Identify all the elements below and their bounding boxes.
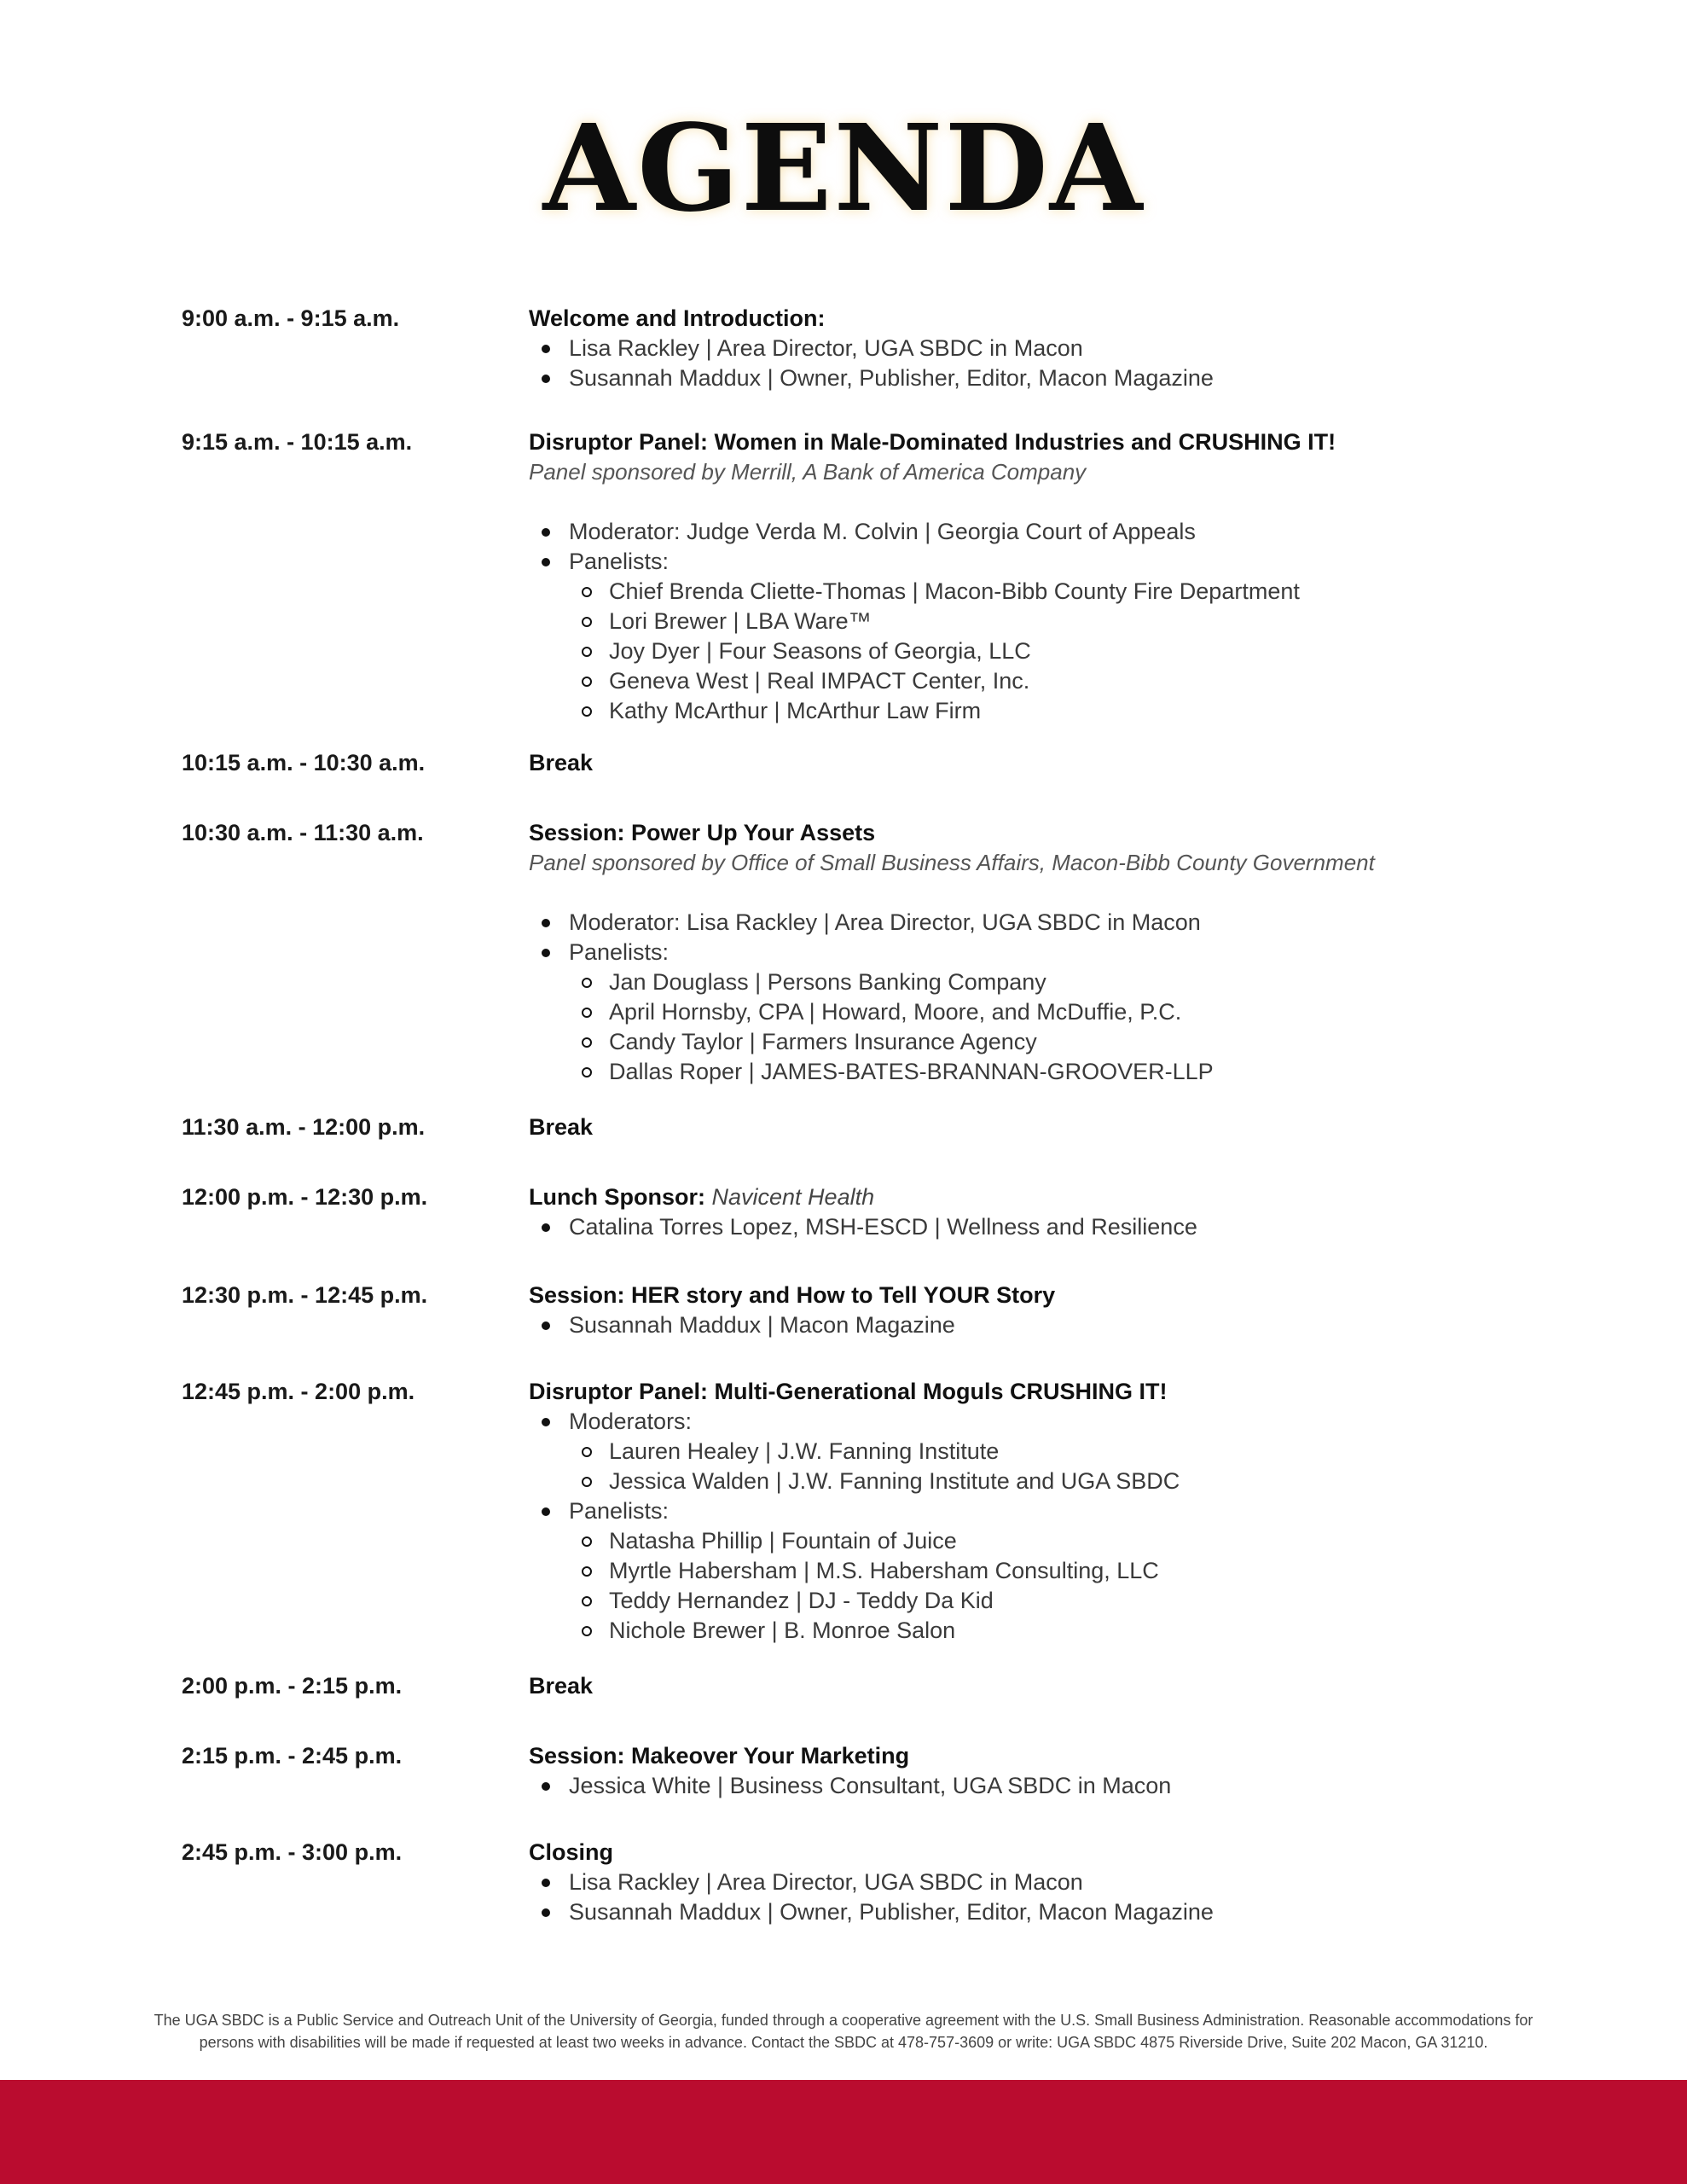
moderator-item: Moderator: Lisa Rackley | Area Director, UGA SBDC in Macon xyxy=(529,908,1595,938)
agenda-session-closing xyxy=(0,1838,1687,1927)
panelist-item: Lori Brewer | LBA Ware™ xyxy=(569,607,1595,636)
session-heading: Disruptor Panel: Women in Male-Dominated Industries and CRUSHING IT! xyxy=(529,429,1336,455)
session-heading: Closing xyxy=(529,1839,613,1865)
agenda-session-makeover-marketing xyxy=(0,1741,1687,1801)
footer-disclaimer xyxy=(85,2009,1602,2053)
panelist-item: Chief Brenda Cliette-Thomas | Macon-Bibb County Fire Department xyxy=(569,577,1595,607)
page-title: AGENDA xyxy=(542,99,1145,239)
session-heading xyxy=(529,1182,1595,1212)
agenda-session-lunch xyxy=(0,1182,1687,1242)
agenda-session-break xyxy=(0,748,1687,778)
session-time: 2:00 p.m. - 2:15 p.m. xyxy=(182,1673,403,1699)
panelists-label: Panelists: xyxy=(569,549,670,574)
lunch-sponsor-name: Navicent Health xyxy=(711,1184,875,1210)
moderator-item: Moderator: Judge Verda M. Colvin | Georgia Court of Appeals xyxy=(529,517,1595,547)
agenda-session-power-up xyxy=(0,818,1687,1087)
panelist-item: Geneva West | Real IMPACT Center, Inc. xyxy=(569,666,1595,696)
panelist-item: Nichole Brewer | B. Monroe Salon xyxy=(569,1616,1595,1646)
session-heading: Break xyxy=(529,1114,594,1140)
panelist-item: Teddy Hernandez | DJ - Teddy Da Kid xyxy=(569,1586,1595,1616)
moderators-item xyxy=(529,1407,1595,1496)
session-heading: Break xyxy=(529,750,594,775)
session-heading: Session: HER story and How to Tell YOUR Story xyxy=(529,1282,1056,1308)
list-item: Lisa Rackley | Area Director, UGA SBDC in Macon xyxy=(529,1867,1595,1897)
session-heading-label: Lunch Sponsor: xyxy=(529,1184,705,1210)
list-item: Lisa Rackley | Area Director, UGA SBDC in Macon xyxy=(529,334,1595,363)
panelist-item: Myrtle Habersham | M.S. Habersham Consulting, LLC xyxy=(569,1556,1595,1586)
panelists-item xyxy=(529,938,1595,1087)
session-heading: Session: Power Up Your Assets xyxy=(529,820,876,845)
session-time: 11:30 a.m. - 12:00 p.m. xyxy=(182,1114,426,1140)
panelists-label: Panelists: xyxy=(569,939,670,965)
agenda-session-break xyxy=(0,1112,1687,1142)
list-item: Jessica White | Business Consultant, UGA SBDC in Macon xyxy=(529,1771,1595,1801)
list-item: Catalina Torres Lopez, MSH-ESCD | Wellness and Resilience xyxy=(529,1212,1595,1242)
list-item: Susannah Maddux | Owner, Publisher, Editor, Macon Magazine xyxy=(529,1897,1595,1927)
footer-line: persons with disabilities will be made if requested at least two weeks in advance. Contact the SBDC at 478-757-3609 or write: UGA SBDC 4875 Riverside Drive, Suite 202 Macon, GA 31210. xyxy=(199,2034,1488,2051)
list-item: Susannah Maddux | Macon Magazine xyxy=(529,1310,1595,1340)
panelist-item: Dallas Roper | JAMES-BATES-BRANNAN-GROOVER-LLP xyxy=(569,1057,1595,1087)
panelist-item: Joy Dyer | Four Seasons of Georgia, LLC xyxy=(569,636,1595,666)
footer-line: The UGA SBDC is a Public Service and Outreach Unit of the University of Georgia, funded through a cooperative agreement with the U.S. Small Business Administration. Reasonable accommodations for xyxy=(154,2012,1533,2029)
session-time: 10:15 a.m. - 10:30 a.m. xyxy=(182,750,426,775)
agenda-session-welcome xyxy=(0,304,1687,393)
sponsor-note: Panel sponsored by Merrill, A Bank of America Company xyxy=(529,459,1087,485)
session-time: 12:30 p.m. - 12:45 p.m. xyxy=(182,1282,428,1308)
session-heading: Disruptor Panel: Multi-Generational Moguls CRUSHING IT! xyxy=(529,1379,1168,1404)
list-item: Susannah Maddux | Owner, Publisher, Editor, Macon Magazine xyxy=(529,363,1595,393)
footer-color-bar xyxy=(0,2080,1687,2184)
agenda-session-break xyxy=(0,1671,1687,1701)
session-time: 9:00 a.m. - 9:15 a.m. xyxy=(182,305,400,331)
agenda-session-her-story xyxy=(0,1281,1687,1340)
session-time: 2:45 p.m. - 3:00 p.m. xyxy=(182,1839,403,1865)
panelist-item: Natasha Phillip | Fountain of Juice xyxy=(569,1526,1595,1556)
moderator-item: Lauren Healey | J.W. Fanning Institute xyxy=(569,1437,1595,1467)
agenda-list xyxy=(0,304,1687,1927)
moderator-item: Jessica Walden | J.W. Fanning Institute and UGA SBDC xyxy=(569,1467,1595,1496)
panelist-item: April Hornsby, CPA | Howard, Moore, and McDuffie, P.C. xyxy=(569,997,1595,1027)
session-time: 12:45 p.m. - 2:00 p.m. xyxy=(182,1379,415,1404)
session-time: 10:30 a.m. - 11:30 a.m. xyxy=(182,820,424,845)
panelist-item: Kathy McArthur | McArthur Law Firm xyxy=(569,696,1595,726)
session-heading: Break xyxy=(529,1673,594,1699)
agenda-session-disruptor-panel-2 xyxy=(0,1377,1687,1646)
moderators-label: Moderators: xyxy=(569,1409,693,1434)
panelists-item xyxy=(529,1496,1595,1646)
panelists-label: Panelists: xyxy=(569,1498,670,1524)
agenda-session-disruptor-panel-1 xyxy=(0,427,1687,726)
sponsor-note: Panel sponsored by Office of Small Business Affairs, Macon-Bibb County Government xyxy=(529,850,1375,875)
panelists-item xyxy=(529,547,1595,726)
session-heading: Session: Makeover Your Marketing xyxy=(529,1743,910,1769)
session-time: 2:15 p.m. - 2:45 p.m. xyxy=(182,1743,403,1769)
panelist-item: Jan Douglass | Persons Banking Company xyxy=(569,967,1595,997)
panelist-item: Candy Taylor | Farmers Insurance Agency xyxy=(569,1027,1595,1057)
session-time: 9:15 a.m. - 10:15 a.m. xyxy=(182,429,413,455)
session-heading: Welcome and Introduction: xyxy=(529,305,826,331)
session-time: 12:00 p.m. - 12:30 p.m. xyxy=(182,1184,428,1210)
